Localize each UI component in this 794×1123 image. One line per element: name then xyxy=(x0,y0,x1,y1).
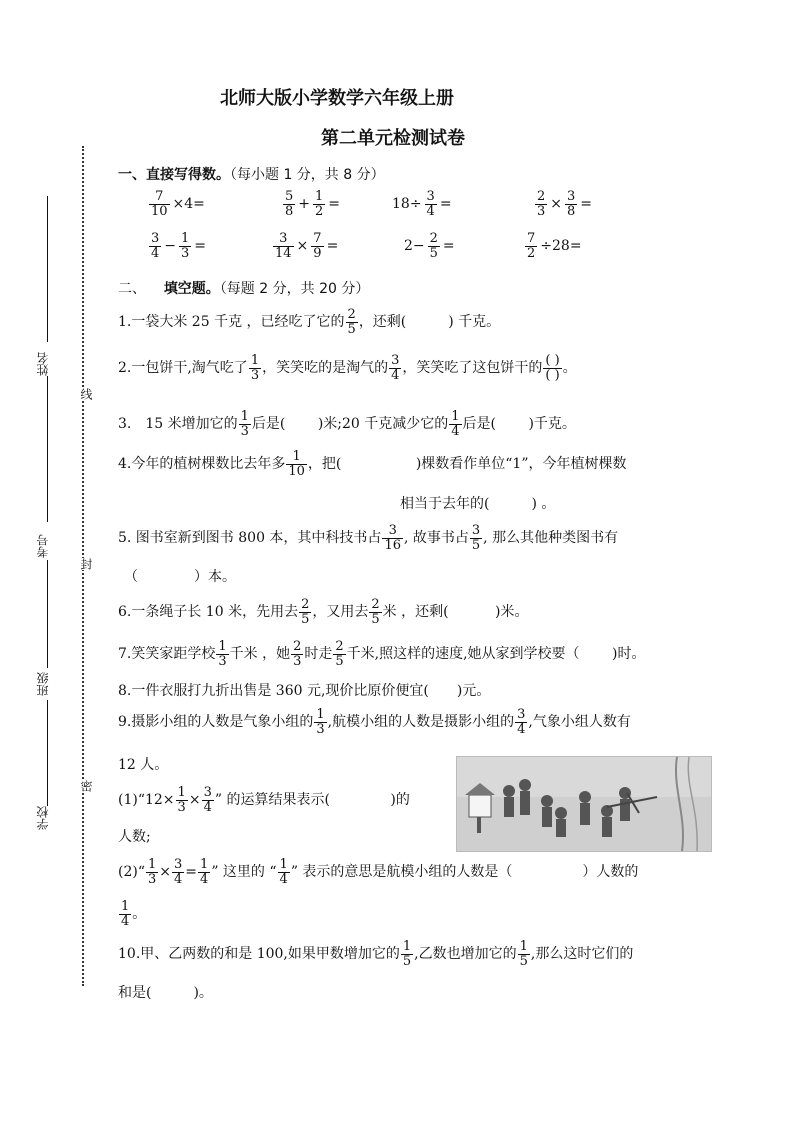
name-underline xyxy=(47,196,48,342)
calc-item-4: $\frac{2}{3}$ × $\frac{3}{8}$ = xyxy=(537,189,593,219)
calc-item-7: 2− $\frac{2}{5}$ = xyxy=(404,231,455,261)
calc-item-1: $\frac{7}{10}$ ×4= xyxy=(151,189,205,219)
question-9: 9.摄影小组的人数是气象小组的 $\frac{1}{3}$ ,航模小组的人数是摄影小组的 $\frac{3}{4}$ ,气象小组人数有 xyxy=(118,707,631,737)
calc-item-8: $\frac{7}{2}$ ÷28= xyxy=(527,231,582,261)
exam-no-underline xyxy=(47,376,48,522)
page-title: 北师大版小学数学六年级上册 xyxy=(220,88,454,109)
class-label: 班级 xyxy=(36,672,50,696)
calc-item-3: 18÷ $\frac{3}{4}$ = xyxy=(392,189,452,219)
section-1-heading: 一、直接写得数。（每小题 1 分，共 8 分） xyxy=(118,167,385,183)
school-underline xyxy=(47,700,48,806)
question-6: 6.一条绳子长 10 米，先用去 $\frac{2}{5}$ ，又用去 $\frac{2}{5}$ 米 ，还剩( )米。 xyxy=(118,597,529,627)
question-8: 8.一件衣服打九折出售是 360 元,现价比原价便宜( )元。 xyxy=(118,683,491,699)
question-9-sub-1-cont: 人数; xyxy=(118,829,151,845)
section-2-heading: 二、 填空题。（每题 2 分，共 20 分） xyxy=(118,281,370,297)
school-label: 学校 xyxy=(36,806,50,830)
question-3: 3. 15 米增加它的 $\frac{1}{3}$ 后是( )米;20 千克减少它的 $\frac{1}{4}$ 后是( )千克。 xyxy=(118,409,576,439)
cut-line-label-3: 密 xyxy=(79,780,93,792)
question-4-cont: 相当于去年的( ) 。 xyxy=(400,496,556,512)
name-label: 姓名 xyxy=(36,352,50,376)
question-9-sub-2-cont: $\frac{1}{4}$ 。 xyxy=(121,899,147,929)
children-playground-illustration xyxy=(456,756,712,852)
question-10-cont: 和是( )。 xyxy=(118,985,213,1001)
calc-item-5: $\frac{3}{4}$ − $\frac{1}{3}$ = xyxy=(151,231,207,261)
cut-line-label-1: 线 xyxy=(79,388,93,400)
question-2: 2.一包饼干,淘气吃了 $\frac{1}{3}$ ，笑笑吃的是淘气的 $\frac{3}{4}$ ，笑笑吃了这包饼干的 $\frac{( )}{( )}$ 。 xyxy=(118,353,577,383)
calc-item-6: $\frac{3}{14}$ × $\frac{7}{9}$ = xyxy=(275,231,339,261)
question-4: 4.今年的植树棵数比去年多 $\frac{1}{10}$ ，把( )棵数看作单位“1”，今年植树棵数 xyxy=(118,449,627,479)
question-5: 5. 图书室新到图书 800 本，其中科技书占 $\frac{3}{16}$ , 故事书占 $\frac{3}{5}$ , 那么其他种类图书有 xyxy=(118,523,619,553)
question-1: 1.一袋大米 25 千克 ，已经吃了它的 $\frac{2}{5}$ ，还剩( ) 千克。 xyxy=(118,307,501,337)
page-subtitle: 第二单元检测试卷 xyxy=(321,128,465,149)
question-9-sub-2: (2)“ $\frac{1}{3}$ × $\frac{3}{4}$ = $\frac{1}{4}$ ” 这里的 “ $\frac{1}{4}$ ” 表示的意思是航模小组的人数是（ ）人数的 xyxy=(118,857,639,887)
calc-item-2: $\frac{5}{8}$ + $\frac{1}{2}$ = xyxy=(285,189,341,219)
question-7: 7.笑笑家距学校 $\frac{1}{3}$ 千米 ，她 $\frac{2}{3}$ 时走 $\frac{2}{5}$ 千米,照这样的速度,她从家到学校要（ )时。 xyxy=(118,639,646,669)
cut-line-label-2: 封 xyxy=(79,558,93,570)
question-9-cont: 12 人。 xyxy=(118,757,169,773)
class-underline xyxy=(47,560,48,668)
question-5-cont: （ ）本。 xyxy=(124,569,236,585)
question-9-sub-1: (1)“12× $\frac{1}{3}$ × $\frac{3}{4}$ ” 的运算结果表示( )的 xyxy=(118,785,410,815)
exam-no-label: 考号 xyxy=(36,534,50,558)
question-10: 10.甲、乙两数的和是 100,如果甲数增加它的 $\frac{1}{5}$ ,乙数也增加它的 $\frac{1}{5}$ ,那么这时它们的 xyxy=(118,939,634,969)
